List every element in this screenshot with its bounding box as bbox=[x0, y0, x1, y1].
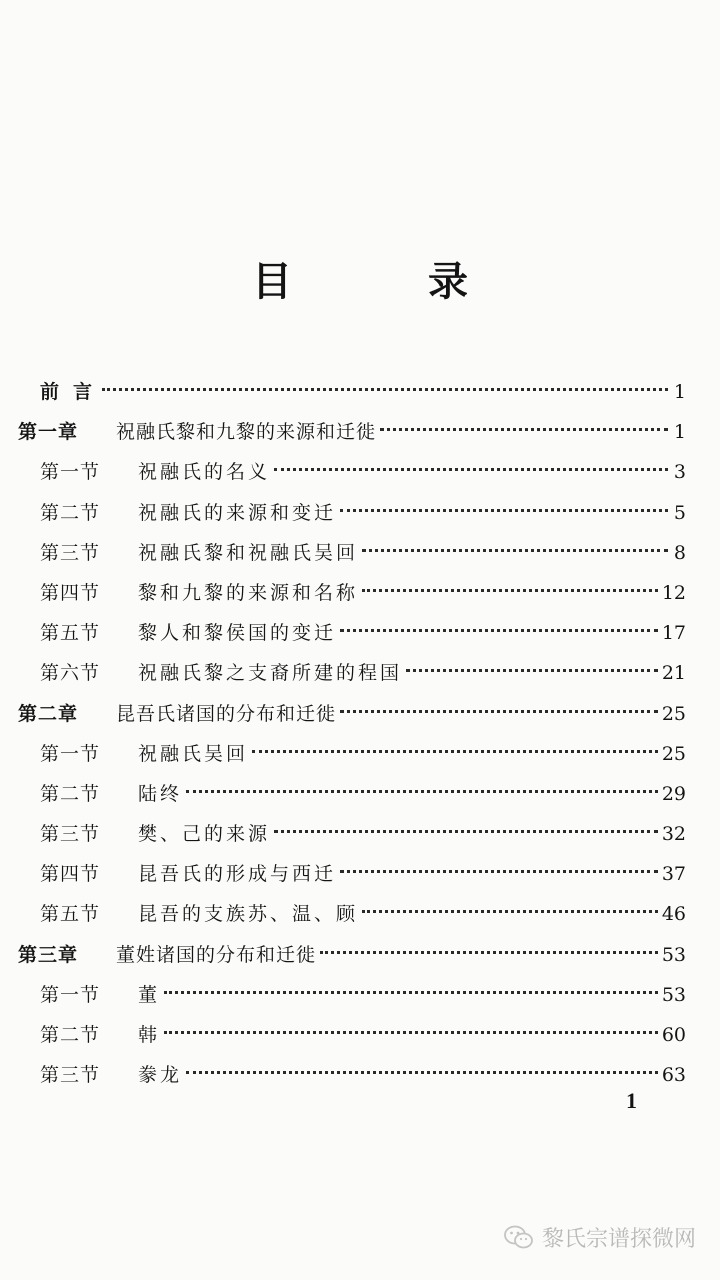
toc-preface-row bbox=[0, 372, 720, 412]
toc-entry-title: 陆终 bbox=[138, 782, 183, 805]
page-number: 1 bbox=[626, 1088, 637, 1113]
toc-page-number: 60 bbox=[661, 1024, 686, 1046]
toc-entry-label: 第二节 bbox=[40, 501, 101, 524]
toc-entry-label: 第三节 bbox=[40, 823, 101, 846]
toc-page-number: 37 bbox=[661, 863, 686, 886]
toc-page-number: 32 bbox=[661, 823, 686, 846]
toc-entry-label: 第三节 bbox=[40, 1064, 101, 1087]
toc-section-row bbox=[0, 854, 720, 894]
toc-entry-label: 第一节 bbox=[40, 461, 101, 484]
toc-entry-label: 第六节 bbox=[40, 662, 101, 685]
dot-leader bbox=[340, 710, 658, 713]
dot-leader bbox=[252, 750, 658, 753]
toc-section-row bbox=[0, 613, 720, 653]
toc-entry-title: 豢龙 bbox=[138, 1064, 183, 1087]
toc-page-number: 5 bbox=[673, 501, 686, 524]
toc-section-row bbox=[0, 452, 720, 492]
toc-entry-title: 黎和九黎的来源和名称 bbox=[138, 581, 359, 604]
toc-entry-label: 第一章 bbox=[18, 421, 79, 444]
dot-leader bbox=[186, 790, 658, 793]
toc-entry-label: 第五节 bbox=[40, 622, 101, 645]
toc-page-number: 12 bbox=[661, 581, 686, 604]
toc-chapter-row bbox=[0, 694, 720, 734]
dot-leader bbox=[340, 509, 668, 512]
dot-leader bbox=[340, 870, 658, 873]
toc-page-number: 53 bbox=[661, 943, 686, 966]
toc-entry-title: 昆吾氏的形成与西迁 bbox=[138, 863, 337, 886]
toc-entry-title: 昆吾氏诸国的分布和迁徙 bbox=[116, 702, 337, 725]
dot-leader bbox=[406, 669, 658, 672]
toc-entry-title: 董 bbox=[138, 983, 161, 1006]
toc-entry-title: 樊、己的来源 bbox=[138, 823, 271, 846]
toc-section-row bbox=[0, 975, 720, 1015]
toc-page-number: 21 bbox=[661, 662, 686, 685]
toc-section-row bbox=[0, 1055, 720, 1095]
toc-entry-label: 第二章 bbox=[18, 702, 79, 725]
dot-leader bbox=[274, 830, 658, 833]
toc-section-row bbox=[0, 774, 720, 814]
toc-section-row bbox=[0, 1015, 720, 1055]
toc-section-row bbox=[0, 493, 720, 533]
dot-leader bbox=[362, 589, 658, 592]
toc-entry-title: 祝融氏的名义 bbox=[138, 461, 271, 484]
toc-entry-title: 董姓诸国的分布和迁徙 bbox=[116, 943, 317, 966]
dot-leader bbox=[340, 629, 658, 632]
toc-entry-label: 第三章 bbox=[18, 943, 79, 966]
toc-section-row bbox=[0, 573, 720, 613]
toc-entry-label: 第四节 bbox=[40, 581, 101, 604]
toc-page-number: 1 bbox=[673, 421, 686, 444]
toc-entry-title: 祝融氏的来源和变迁 bbox=[138, 501, 337, 524]
toc-entry-title: 黎人和黎侯国的变迁 bbox=[138, 622, 337, 645]
dot-leader bbox=[362, 910, 658, 913]
toc-page-number: 53 bbox=[661, 983, 686, 1006]
toc-entry-label: 前言 bbox=[40, 381, 107, 403]
toc-page-number: 63 bbox=[661, 1064, 686, 1087]
toc-entry-title: 昆吾的支族苏、温、顾 bbox=[138, 903, 359, 926]
toc-entry-label: 第二节 bbox=[40, 782, 101, 805]
dot-leader bbox=[186, 1071, 658, 1074]
toc-entry-label: 第三节 bbox=[40, 541, 101, 564]
toc-entry-title: 祝融氏吴回 bbox=[138, 742, 249, 765]
page-title: 目 录 bbox=[252, 258, 516, 305]
dot-leader bbox=[380, 428, 668, 431]
watermark bbox=[504, 1222, 696, 1253]
toc-entry-label: 第一节 bbox=[40, 983, 101, 1006]
toc-chapter-row bbox=[0, 412, 720, 452]
toc-entry-title: 祝融氏黎之支裔所建的程国 bbox=[138, 662, 403, 685]
dot-leader bbox=[362, 549, 668, 552]
dot-leader bbox=[164, 991, 658, 994]
toc-section-row bbox=[0, 533, 720, 573]
dot-leader bbox=[164, 1031, 658, 1034]
toc-page-number: 29 bbox=[661, 782, 686, 805]
toc-section-row bbox=[0, 894, 720, 934]
toc-page-number: 1 bbox=[673, 381, 686, 403]
toc-page-number: 8 bbox=[673, 541, 686, 564]
toc-section-row bbox=[0, 814, 720, 854]
toc-entry-label: 第二节 bbox=[40, 1024, 101, 1046]
wechat-icon bbox=[504, 1225, 534, 1251]
dot-leader bbox=[320, 951, 658, 954]
toc-page-number: 17 bbox=[661, 622, 686, 645]
toc-chapter-row bbox=[0, 935, 720, 975]
toc-page-number: 25 bbox=[661, 742, 686, 765]
toc-page-number: 46 bbox=[661, 903, 686, 926]
toc-entry-label: 第一节 bbox=[40, 742, 101, 765]
watermark-text: 黎氏宗谱探微网 bbox=[541, 1227, 696, 1252]
toc-section-row bbox=[0, 653, 720, 693]
toc-entry-label: 第四节 bbox=[40, 863, 101, 886]
toc-page-number: 25 bbox=[661, 702, 686, 725]
toc-entry-title: 祝融氏黎和祝融氏吴回 bbox=[138, 541, 359, 564]
dot-leader bbox=[102, 388, 668, 391]
dot-leader bbox=[274, 468, 668, 471]
table-of-contents bbox=[0, 372, 720, 1095]
toc-section-row bbox=[0, 734, 720, 774]
toc-entry-title: 祝融氏黎和九黎的来源和迁徙 bbox=[116, 421, 377, 444]
toc-page-number: 3 bbox=[673, 461, 686, 484]
toc-entry-title: 韩 bbox=[138, 1024, 161, 1046]
toc-entry-label: 第五节 bbox=[40, 903, 101, 926]
